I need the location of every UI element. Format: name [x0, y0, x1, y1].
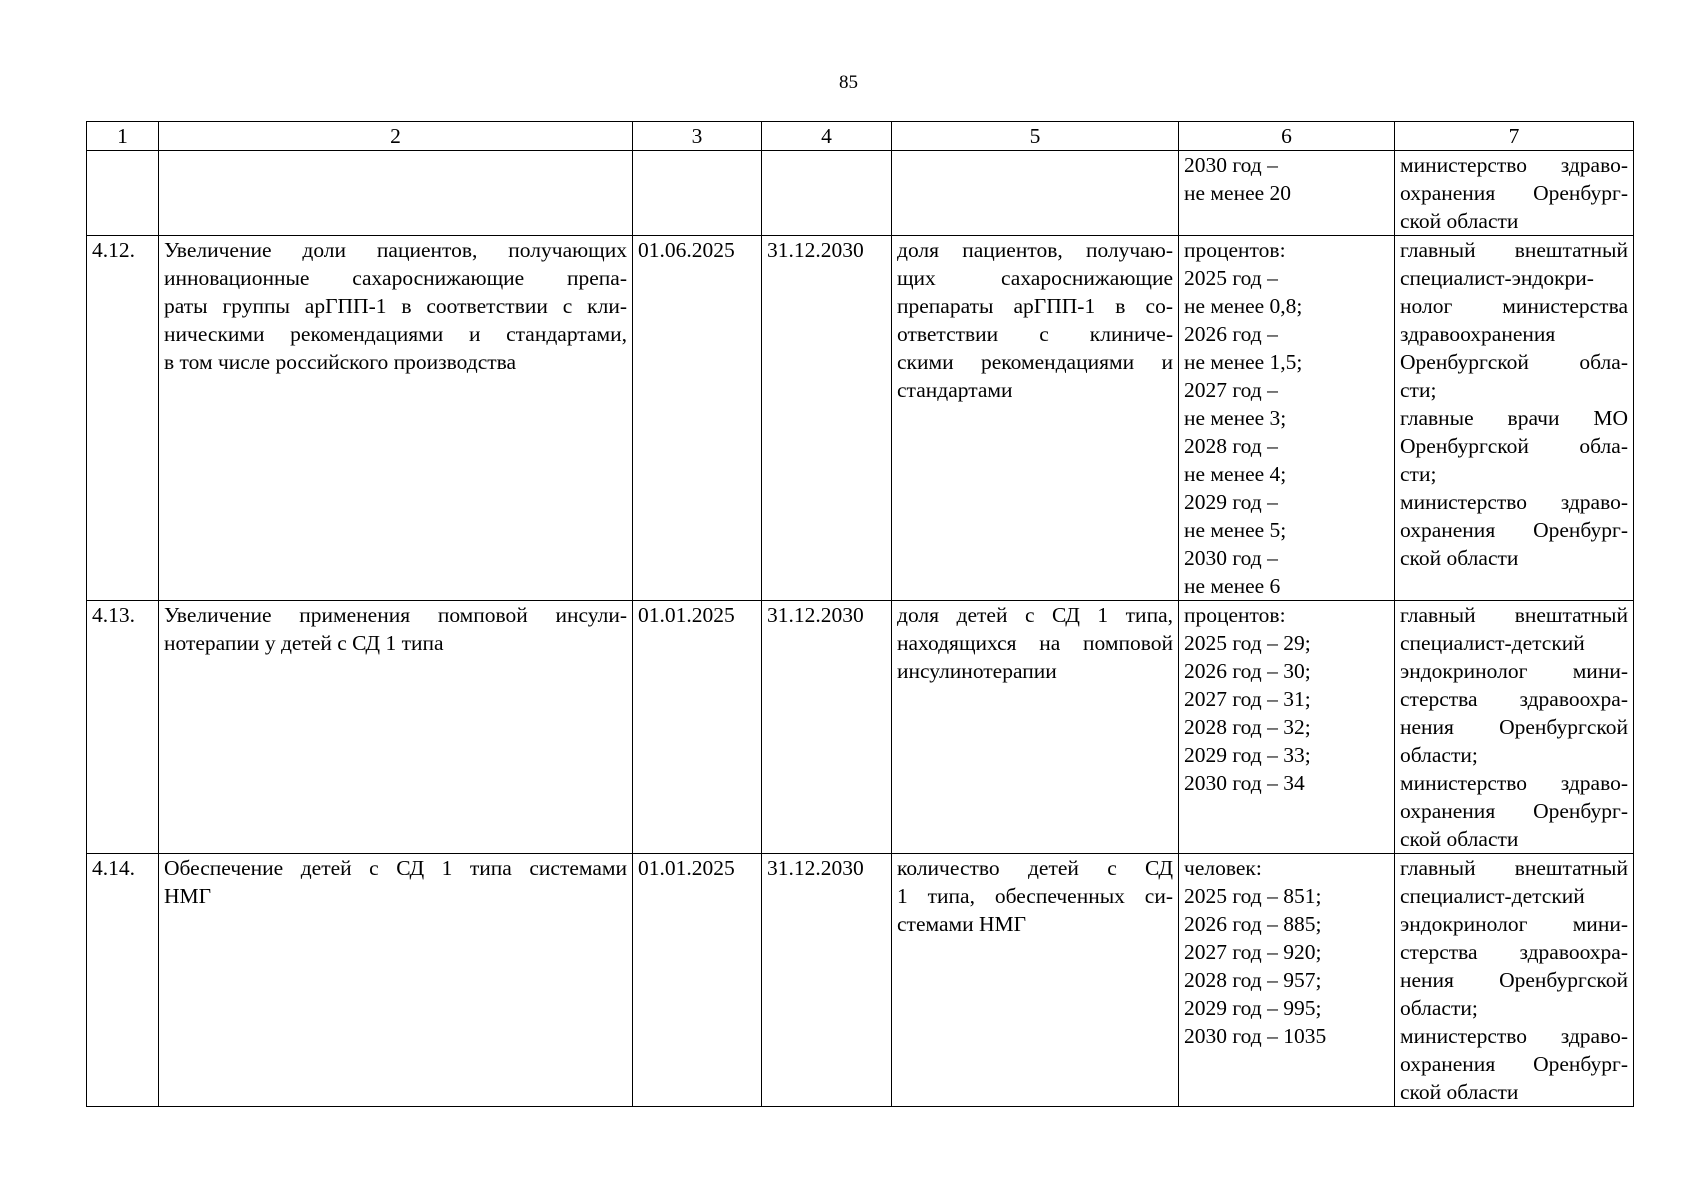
- text-line: 2026 год – 30;: [1184, 659, 1311, 683]
- text-line: здравоохранения: [1400, 322, 1556, 346]
- text-line: находящихся на помповой: [897, 631, 1173, 655]
- column-header: 7: [1395, 122, 1634, 151]
- table-row-continuation: [87, 151, 1634, 236]
- text-line: стерства здравоохра-: [1400, 940, 1628, 964]
- cell-indicator: [892, 236, 1179, 601]
- text-line: нолог министерства: [1400, 294, 1628, 318]
- text-line: нотерапии у детей с СД 1 типа: [164, 631, 444, 655]
- text-line: 2025 год – 29;: [1184, 631, 1311, 655]
- text-line: главный внештатный: [1400, 603, 1628, 627]
- text-line: охранения Оренбург-: [1400, 181, 1628, 205]
- text-line: 2026 год – 885;: [1184, 912, 1322, 936]
- page-number: 85: [839, 72, 858, 93]
- text-line: щих сахароснижающие: [897, 266, 1173, 290]
- text-line: стемами НМГ: [897, 912, 1027, 936]
- text-line: раты группы арГПП-1 в соответствии с кли-: [164, 294, 627, 318]
- text-line: количество детей с СД: [897, 856, 1173, 880]
- text-line: 2029 год –: [1184, 490, 1278, 514]
- text-line: главные врачи МО: [1400, 406, 1628, 430]
- text-line: 2026 год –: [1184, 322, 1278, 346]
- text-line: 2030 год – 34: [1184, 771, 1305, 795]
- text-line: препараты арГПП-1 в со-: [897, 294, 1173, 318]
- text-line: 1 типа, обеспеченных си-: [897, 884, 1173, 908]
- cell-indicator: [892, 854, 1179, 1107]
- text-line: сти;: [1400, 378, 1437, 402]
- table-row: [87, 854, 1634, 1107]
- text-line: специалист-эндокри-: [1400, 266, 1594, 290]
- text-line: 2027 год – 31;: [1184, 687, 1311, 711]
- text-line: стерства здравоохра-: [1400, 687, 1628, 711]
- text-line: 2025 год –: [1184, 266, 1278, 290]
- text-line: 2029 год – 33;: [1184, 743, 1311, 767]
- cell-values: [1179, 854, 1395, 1107]
- text-line: не менее 3;: [1184, 406, 1287, 430]
- text-line: охранения Оренбург-: [1400, 1052, 1628, 1076]
- cell-num: 4.14.: [87, 854, 159, 1107]
- cell-indicator: [892, 601, 1179, 854]
- text-line: министерство здраво-: [1400, 1024, 1628, 1048]
- cell-activity: [159, 236, 633, 601]
- cell-end: 31.12.2030: [762, 601, 892, 854]
- text-line: нения Оренбургской: [1400, 715, 1628, 739]
- text-line: 2028 год – 957;: [1184, 968, 1322, 992]
- column-header: 2: [159, 122, 633, 151]
- text-line: Обеспечение детей с СД 1 типа системами: [164, 856, 627, 880]
- column-header: 4: [762, 122, 892, 151]
- text-line: не менее 4;: [1184, 462, 1287, 486]
- text-line: Увеличение доли пациентов, получающих: [164, 238, 627, 262]
- cell-num: [87, 151, 159, 236]
- text-line: инсулинотерапии: [897, 659, 1057, 683]
- text-line: ской области: [1400, 1080, 1519, 1104]
- text-line: специалист-детский: [1400, 884, 1585, 908]
- cell-num: 4.12.: [87, 236, 159, 601]
- text-line: сти;: [1400, 462, 1437, 486]
- text-line: 2025 год – 851;: [1184, 884, 1322, 908]
- text-line: ской области: [1400, 827, 1519, 851]
- text-line: процентов:: [1184, 603, 1286, 627]
- text-line: 2027 год – 920;: [1184, 940, 1322, 964]
- text-line: области;: [1400, 743, 1478, 767]
- text-line: министерство здраво-: [1400, 490, 1628, 514]
- text-line: человек:: [1184, 856, 1262, 880]
- text-line: главный внештатный: [1400, 238, 1628, 262]
- text-line: стандартами: [897, 378, 1013, 402]
- cell-values: [1179, 601, 1395, 854]
- activities-table: [86, 121, 1634, 1107]
- table-row: [87, 601, 1634, 854]
- text-line: не менее 20: [1184, 181, 1292, 205]
- text-line: скими рекомендациями и: [897, 350, 1173, 374]
- text-line: не менее 0,8;: [1184, 294, 1303, 318]
- text-line: эндокринолог мини-: [1400, 659, 1628, 683]
- cell-responsible: [1395, 601, 1634, 854]
- cell-responsible: [1395, 236, 1634, 601]
- text-line: 2030 год –: [1184, 153, 1278, 177]
- cell-start: 01.01.2025: [633, 601, 762, 854]
- text-line: ской области: [1400, 209, 1519, 233]
- cell-start: 01.06.2025: [633, 236, 762, 601]
- text-line: охранения Оренбург-: [1400, 799, 1628, 823]
- column-header: 5: [892, 122, 1179, 151]
- cell-start: [633, 151, 762, 236]
- text-line: Оренбургской обла-: [1400, 434, 1628, 458]
- cell-start: 01.01.2025: [633, 854, 762, 1107]
- cell-num: 4.13.: [87, 601, 159, 854]
- text-line: процентов:: [1184, 238, 1286, 262]
- text-line: доля детей с СД 1 типа,: [897, 603, 1173, 627]
- cell-activity: [159, 854, 633, 1107]
- text-line: министерство здраво-: [1400, 771, 1628, 795]
- text-line: главный внештатный: [1400, 856, 1628, 880]
- text-line: Увеличение применения помповой инсули-: [164, 603, 627, 627]
- cell-end: 31.12.2030: [762, 236, 892, 601]
- text-line: области;: [1400, 996, 1478, 1020]
- table-header-row: [87, 122, 1634, 151]
- text-line: не менее 6: [1184, 574, 1281, 598]
- cell-responsible: [1395, 151, 1634, 236]
- cell-values: [1179, 236, 1395, 601]
- text-line: 2028 год –: [1184, 434, 1278, 458]
- text-line: в том числе российского производства: [164, 350, 517, 374]
- cell-indicator: [892, 151, 1179, 236]
- cell-end: [762, 151, 892, 236]
- text-line: Оренбургской обла-: [1400, 350, 1628, 374]
- text-line: ническими рекомендациями и стандартами,: [164, 322, 627, 346]
- text-line: ответствии с клиниче-: [897, 322, 1173, 346]
- text-line: министерство здраво-: [1400, 153, 1628, 177]
- text-line: доля пациентов, получаю-: [897, 238, 1173, 262]
- text-line: НМГ: [164, 884, 212, 908]
- text-line: инновационные сахароснижающие препа-: [164, 266, 627, 290]
- text-line: специалист-детский: [1400, 631, 1585, 655]
- text-line: 2027 год –: [1184, 378, 1278, 402]
- column-header: 1: [87, 122, 159, 151]
- column-header: 6: [1179, 122, 1395, 151]
- cell-end: 31.12.2030: [762, 854, 892, 1107]
- text-line: нения Оренбургской: [1400, 968, 1628, 992]
- cell-activity: [159, 151, 633, 236]
- column-header: 3: [633, 122, 762, 151]
- text-line: 2030 год – 1035: [1184, 1024, 1327, 1048]
- text-line: 2029 год – 995;: [1184, 996, 1322, 1020]
- text-line: охранения Оренбург-: [1400, 518, 1628, 542]
- cell-activity: [159, 601, 633, 854]
- text-line: ской области: [1400, 546, 1519, 570]
- text-line: 2030 год –: [1184, 546, 1278, 570]
- cell-responsible: [1395, 854, 1634, 1107]
- text-line: эндокринолог мини-: [1400, 912, 1628, 936]
- table-row: [87, 236, 1634, 601]
- text-line: не менее 5;: [1184, 518, 1287, 542]
- text-line: не менее 1,5;: [1184, 350, 1303, 374]
- text-line: 2028 год – 32;: [1184, 715, 1311, 739]
- cell-values: [1179, 151, 1395, 236]
